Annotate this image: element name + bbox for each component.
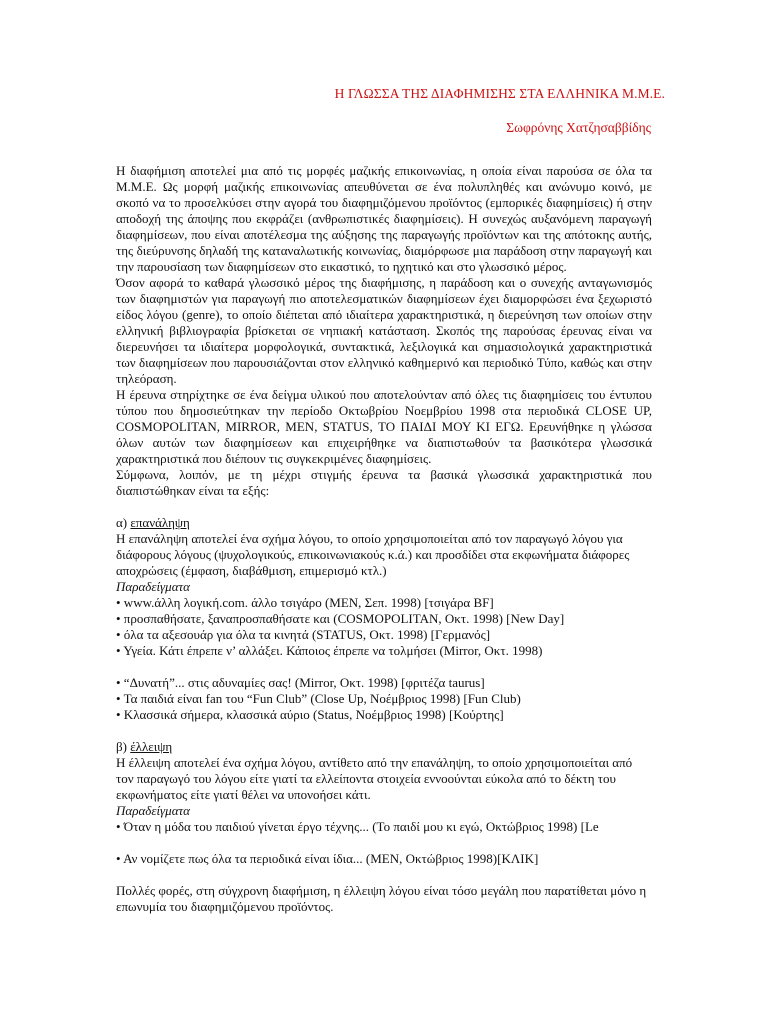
section-b-definition: Η έλλειψη αποτελεί ένα σχήμα λόγου, αντίθετο από την επανάληψη, το οποίο χρησιμοποιείται από τον παραγωγό του λόγου είτε γιατί τα ελλείποντα στοιχεία εννοούνται εύκολα από το δέκτη του εκφωνήματος είτε γιατί θέλει να υπονοήσει κάτι. [116,755,633,802]
list-item: • www.άλλη λογική.com. άλλο τσιγάρο (MEN, Σεπ. 1998) [τσιγάρα BF] [116,595,494,610]
list-item: • Υγεία. Κάτι έπρεπε ν’ αλλάξει. Κάποιος έπρεπε να τολμήσει (Mirror, Οκτ. 1998) [116,643,543,658]
list-item: • Όταν η μόδα του παιδιού γίνεται έργο τέχνης... (Το παιδί μου κι εγώ, Οκτώβριος 1998) [Le [116,819,599,834]
list-item: • προσπαθήσατε, ξαναπροσπαθήσατε και (COSMOPOLITAN, Οκτ. 1998) [New Day] [116,611,565,626]
section-b-closing: Πολλές φορές, στη σύγχρονη διαφήμιση, η έλλειψη λόγου είναι τόσο μεγάλη που παρατίθεται μόνο η επωνυμία του διαφημιζόμενου προϊόντος. [116,883,647,914]
list-item: • Τα παιδιά είναι fan του “Fun Club” (Close Up, Νοέμβριος 1998) [Fun Club) [116,691,521,706]
paragraph-intro: Η διαφήμιση αποτελεί μια από τις μορφές μαζικής επικοινωνίας, η οποία είναι παρούσα σε όλα τα Μ.Μ.Ε. Ως μορφή μαζικής επικοινωνίας απευθύνεται σε ένα πολυπληθές και ανώνυμο κοινό, με σκοπό να το προσελκύσει στην αγορά του διαφημιζόμενου προϊόντος (εμπορικές διαφημίσεις) ή στην αποδοχή της άποψης που εκφράζει (ανθρωπιστικές διαφημίσεις). Η συνεχώς αυξανόμενη παραγωγή διαφημίσεων, που είναι αποτέλεσμα της αύξησης της παραγωγής προϊόντων και της απότοκης αυτής, της διεύρυνσης δηλαδή της καταναλωτικής κοινωνίας, διαμόρφωσε μια παράδοση στην παραγωγή και την παρουσίαση των διαφημίσεων στο εικαστικό, το ηχητικό και στο γλωσσικό μέρος. [116,163,652,274]
section-b-prefix: β) [116,739,131,754]
spacer [116,659,652,675]
spacer [116,835,652,851]
section-a-title: επανάληψη [130,515,190,530]
document-title: Η ΓΛΩΣΣΑ ΤΗΣ ΔΙΑΦΗΜΙΣΗΣ ΣΤΑ ΕΛΛΗΝΙΚΑ Μ.Μ.Ε. [334,86,665,101]
section-a-prefix: α) [116,515,131,530]
paragraph-findings: Σύμφωνα, λοιπόν, με τη μέχρι στιγμής έρευνα τα βασικά γλωσσικά χαρακτηριστικά που διαπιστώθηκαν είναι τα εξής: [116,467,652,498]
paragraph-genre: Όσον αφορά το καθαρά γλωσσικό μέρος της διαφήμισης, η παράδοση και ο συνεχής ανταγωνισμός των διαφημιστών για παραγωγή πιο αποτελεσματικών διαφημίσεων έχει διαμορφώσει ένα ξεχωριστό είδος λόγου (genre), το οποίο διέπεται από ιδιαίτερα χαρακτηριστικά, η διερεύνηση των οποίων στην ελληνική βιβλιογραφία βρίσκεται σε νηπιακή κατάσταση. Σκοπός της παρούσας έρευνας είναι να διερευνήσει τα ιδιαίτερα μορφολογικά, συντακτικά, λεξιλογικά και σημασιολογικά χαρακτηριστικά των διαφημίσεων που παρουσιάζονται στον ελληνικό καθημερινό και περιοδικό Τύπο, καθώς και στην τηλεόραση. [116,275,652,386]
document-author: Σωφρόνης Χατζησαββίδης [506,120,651,135]
list-item: • Κλασσικά σήμερα, κλασσικά αύριο (Status, Νοέμβριος 1998) [Κούρτης] [116,707,504,722]
spacer [116,867,652,883]
list-item: • όλα τα αξεσουάρ για όλα τα κινητά (STATUS, Οκτ. 1998) [Γερμανός] [116,627,491,642]
section-a-examples-label: Παραδείγματα [116,579,191,594]
section-a-heading [116,515,652,531]
document-body [116,163,652,915]
section-b-heading [116,739,652,755]
paragraph-research: Η έρευνα στηρίχτηκε σε ένα δείγμα υλικού που αποτελούνταν από όλες τις διαφημίσεις του έντυπου τύπου που δημοσιεύτηκαν την περίοδο Οκτωβρίου Νοεμβρίου 1998 στα περιοδικά CLOSE UP, COSMOPOLITAN, MIRROR, MEN, STATUS, ΤΟ ΠΑΙΔΙ ΜΟΥ ΚΙ ΕΓΩ. Ερευνήθηκε η γλώσσα όλων αυτών των διαφημίσεων και επιχειρήθηκε να διαπιστωθούν τα βασικότερα γλωσσικά χαρακτηριστικά που διέπουν τις συγκεκριμένες διαφημίσεις. [116,387,652,466]
section-b-title: έλλειψη [130,739,173,754]
section-a-definition: Η επανάληψη αποτελεί ένα σχήμα λόγου, το οποίο χρησιμοποιείται από τον παραγωγό λόγου για διάφορους λόγους (ψυχολογικούς, επικοινωνιακούς κ.ά.) και προσδίδει στα εκφωνήματα διάφορες αποχρώσεις (έμφαση, διαβάθμιση, επιμερισμό κτλ.) [116,531,630,578]
section-b-examples-label: Παραδείγματα [116,803,191,818]
list-item: • “Δυνατή”... στις αδυναμίες σας! (Mirror, Οκτ. 1998) [φριτέζα taurus] [116,675,485,690]
list-item: • Αν νομίζετε πως όλα τα περιοδικά είναι ίδια... (MEN, Οκτώβριος 1998)[ΚΛΙΚ] [116,851,539,866]
